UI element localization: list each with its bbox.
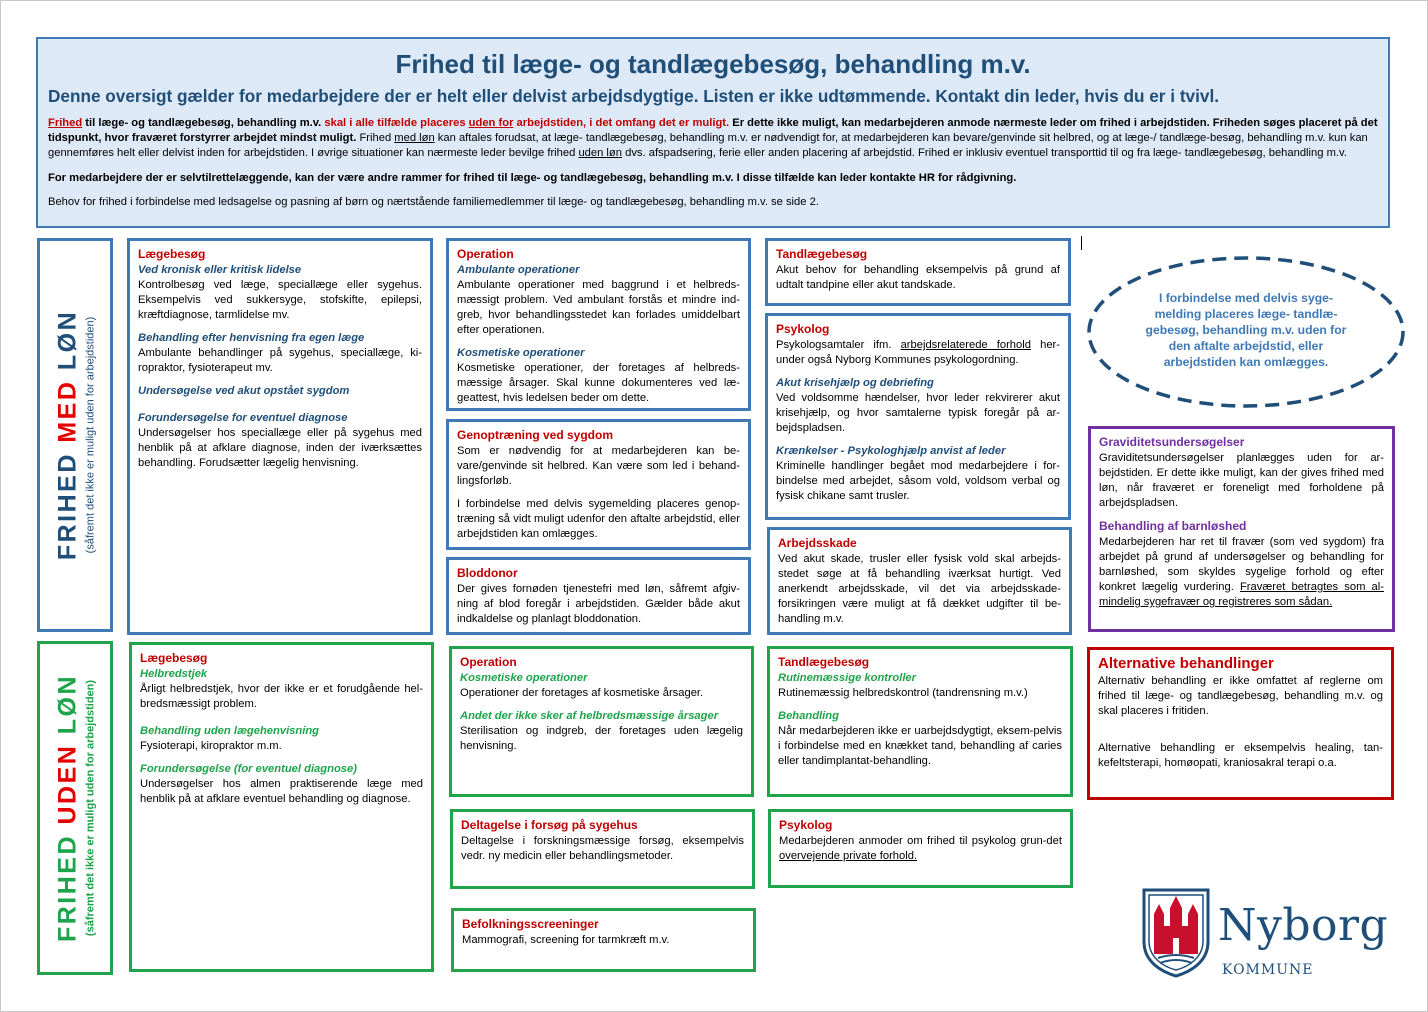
intro-text-5: Er dette ikke muligt, kan medarbejderen anmode nærmeste leder om frihed i arbejdstiden. Friheden søges placeret på det tidspunkt, hvor fraværet forstyrrer arbejdet mindst muligt. [48,117,1378,145]
body-text: Ved akut skade, trusler eller fysisk vold skal arbejds-stedet søge at få behandling iværksat hurtigt. Ved anerkendt arbejdsskade, vil det via arbejdsskade-forsikringen være muligt at få dækket udgifter til be-handling m.v. [778,553,1061,625]
intro-text-1: til læge- og tandlægebesøg, behandling m.v. [82,117,325,129]
subheading: Behandling efter henvisning fra egen læge [138,332,365,344]
intro-text-2: skal i alle tilfælde placeres [324,117,469,129]
body-text: Alternative behandling er eksempelvis healing, tan-kefeltsterapi, homøopati, kraniosakral terapi o.a. [1098,742,1383,769]
intro-med-loen: med løn [394,132,435,145]
graviditet-title: Graviditetsundersøgelser [1099,435,1245,449]
med-laegebesoeg-title: Lægebesøg [138,247,206,261]
subheading: Ved kronisk eller kritisk lidelse [138,264,302,276]
body-text: Akut behov for behandling eksempelvis på grund af udtalt tandpine eller akut tandskade. [776,264,1060,291]
uden-tandlaege-box [767,646,1073,797]
body-text: Årligt helbredstjek, hvor der ikke er et forudgående hel-bredsmæssigt problem. [140,683,423,710]
body-text: Psykologsamtaler ifm. arbejdsrelaterede forhold her-under også Nyborg Kommunes psykologordning. [776,339,1060,366]
body-text: I forbindelse med delvis sygemelding placeres genop-træning så vidt muligt udenfor den aftalte arbejdstid, eller arbejdstiden kan omlægges. [457,498,740,540]
delvis-sygemelding-note [1086,254,1406,410]
side-label-uden-loen [37,641,113,975]
intro-text-10: dvs. afspadsering, ferie eller anden placering af arbejdstid. Frihed er inklusiv eventuel transporttid til og fra læge- tandlægebesøg, behandling m.v. [621,147,1347,160]
body-text: Rutinemæssig helbredskontrol (tandrensning m.v.) [778,687,1028,699]
uden-loen-label: FRIHED UDEN LØN [53,673,82,943]
intro-text-4: arbejdstiden, i det omfang det er muligt. [513,117,730,129]
body-text: Operationer der foretages af kosmetiske årsager. [460,687,704,699]
body-text: Alternativ behandling er ikke omfattet af reglerne om frihed til læge- og tandlægebesøg, behandling m.v. og skal placeres i fritiden. [1098,675,1383,717]
body-text: Deltagelse i forskningsmæssige forsøg, eksempelvis vedr. ny medicin eller behandlingsmetoder. [461,835,744,862]
med-bloddonor-title: Bloddonor [457,566,518,580]
med-arbejdsskade-title: Arbejdsskade [778,536,857,550]
body-text: Kriminelle handlinger begået mod medarbejdere i for-bindelse med arbejdet, såsom vold, voldsom verbal og fysisk chikane samt trusler. [776,460,1060,502]
logo-kommune: KOMMUNE [1222,962,1314,978]
body-text: Der gives fornøden tjenestefri med løn, såfremt afgiv-ning af blod foregår i arbejdstiden. Gælder både akut indkaldelse og planlagt bloddonation. [457,583,740,625]
intro-text-6: Frihed [356,132,395,145]
med-loen-sublabel: (såfremt det ikke er muligt uden for arbejdstiden) [84,316,97,554]
med-genoptraening-box [446,419,751,550]
body-text: Kosmetiske operationer, der foretages af helbreds-mæssige årsager. Skal kunne dokumenteres ved læ-geattest, hvis ledelsen beder om dette. [457,362,740,404]
selvtilrettelaeggende-note: For medarbejdere der er selvtilrettelæggende, kan der være andre rammer for frihed til læge- og tandlægebesøg, behandling m.v. I disse tilfælde kan leder kontakte HR for rådgivning. [48,171,1017,184]
subheading: Forundersøgelse for eventuel diagnose [138,412,348,424]
text-cursor [1081,236,1082,250]
uden-operation-box [449,646,754,797]
uden-operation-title: Operation [460,655,517,669]
body-text: Ambulante behandlinger på sygehus, speciallæge, ki-ropraktor, fysioterapeut mv. [138,347,422,374]
body-text: Som er nødvendig for at medarbejderen kan be-vare/genvinde sit helbred. Kan være som led i behand-lingsforløb. [457,445,740,487]
subheading: Behandling [778,710,839,722]
uden-screening-box [451,908,756,972]
coat-of-arms-icon [1140,886,1212,978]
body-text: Mammografi, screening for tarmkræft m.v. [462,934,670,946]
subheading: Helbredstjek [140,668,208,680]
subheading: Ambulante operationer [457,264,580,276]
uden-laegebesoeg-title: Lægebesøg [140,651,208,665]
body-text: Graviditetsundersøgelser planlægges uden for ar-bejdstiden. Er dette ikke muligt, kan der gives frihed med løn, når fraværet er foreneligt med forholdene på arbejdspladsen. [1099,452,1384,509]
uden-screening-title: Befolkningsscreeninger [462,917,599,931]
subheading: Andet der ikke sker af helbredsmæssige årsager [460,710,719,722]
med-operation-title: Operation [457,247,514,261]
subheading: Forundersøgelse (for eventuel diagnose) [140,763,357,775]
body-text: Fysioterapi, kiropraktor m.m. [140,740,282,752]
med-tandlaege-title: Tandlægebesøg [776,247,868,261]
uden-loen-sublabel: (såfremt det ikke er muligt uden for arbejdstiden) [84,679,97,937]
body-text: Medarbejderen anmoder om frihed til psykolog grun-det overvejende private forhold. [779,835,1062,862]
uden-psykolog-box [768,809,1073,888]
uden-laegebesoeg-box [129,642,434,972]
page-subtitle: Denne oversigt gælder for medarbejdere der er helt eller delvist arbejdsdygtige. Listen er ikke udtømmende. Kontakt din leder, hvis du er i tvivl. [48,86,1219,106]
ellipse-text: I forbindelse med delvis syge-melding placeres læge- tandlæ-gebesøg, behandling m.v. uden for den aftalte arbejdstid, eller arbejdstiden kan omlægges. [1145,291,1347,369]
subheading: Undersøgelse ved akut opstået sygdom [138,385,350,397]
uden-psykolog-title: Psykolog [779,818,833,832]
uden-tandlaege-title: Tandlægebesøg [778,655,870,669]
body-text: Undersøgelser hos speciallæge eller på sygehus med henblik på at afklare diagnose, inden der iværksættes behandling. Forudsætter lægelig henvisning. [138,427,422,469]
uden-forsoeg-box [450,809,755,889]
side-label-med-loen [37,238,113,632]
med-operation-box [446,238,751,411]
nyborg-logo [1140,886,1400,982]
med-genoptraening-title: Genoptræning ved sygdom [457,428,614,442]
intro-uden-for: uden for [468,117,514,129]
med-psykolog-box [765,313,1071,520]
ledsagelse-note: Behov for frihed i forbindelse med ledsagelse og pasning af børn og nærtstående familiemedlemmer til læge- og tandlægebesøg, behandling m.v. se side 2. [48,195,819,208]
body-text: Kontrolbesøg ved læge, speciallæge eller sygehus. Eksempelvis ved sukkersyge, stofskifte, epilepsi, kræftdiagnose, tarmlidelse mv. [138,279,422,321]
page-title: Frihed til læge- og tandlægebesøg, behandling m.v. [395,49,1031,79]
body-text: Ved voldsomme hændelser, hvor leder rekvirerer akut krisehjælp, og hvor samtalerne typisk foregår på ar-bejdspladsen. [776,392,1060,434]
barnloeshed-title: Behandling af barnløshed [1099,519,1247,533]
med-bloddonor-box [446,557,751,635]
graviditet-box [1088,426,1395,632]
med-tandlaege-box [765,238,1071,306]
header-box [36,37,1390,228]
subheading: Rutinemæssige kontroller [778,672,917,684]
alternative-box [1087,647,1394,800]
intro-paragraph [48,116,1378,162]
med-laegebesoeg-box [127,238,433,635]
med-psykolog-title: Psykolog [776,322,830,336]
med-loen-label: FRIHED MED LØN [53,309,82,561]
subheading: Kosmetiske operationer [460,672,588,684]
body-text: Medarbejderen har ret til fravær (som ved sygdom) fra arbejdet på grund af undersøgelser og behandling for barnløshed, som skyldes sygelige forhold og efter konkret lægelig vurdering. Fraværet betragtes som al-mindelig sygefravær og registreres som sådan. [1099,536,1384,608]
body-text: Undersøgelser hos almen praktiserende læge med henblik på at afklare eventuel behandling og diagnose. [140,778,423,805]
med-arbejdsskade-box [767,527,1072,635]
subheading: Akut krisehjælp og debriefing [776,377,934,389]
uden-forsoeg-title: Deltagelse i forsøg på sygehus [461,818,638,832]
subheading: Kosmetiske operationer [457,347,585,359]
intro-text-8: kan aftales forudsat, at læge- tandlægebesøg, behandling m.v. er nødvendigt for, at medarbejderen kan bevare/genvinde sit helbred, og at læge-/ tandlæge-besøg, behandling m.v. kun kan gennemføres helt eller delvist inden for arbejdstiden. I øvrige situationer kan nærmeste leder bevilge frihed [48,132,1368,160]
intro-uden-loen: uden løn [578,147,622,160]
logo-name: Nyborg [1218,900,1389,951]
body-text: Ambulante operationer med baggrund i et helbreds-mæssigt problem. Ved ambulant forstås et mindre ind-greb, hvor behandlingsstedet kan forlades umiddelbart efter operationen. [457,279,740,336]
intro-frihed: Frihed [48,117,83,129]
body-text: Sterilisation og indgreb, der foretages uden lægelig henvisning. [460,725,743,752]
alternative-title: Alternative behandlinger [1098,655,1274,672]
subheading: Behandling uden lægehenvisning [140,725,320,737]
subheading: Krænkelser - Psykologhjælp anvist af leder [776,445,1006,457]
body-text: Når medarbejderen ikke er uarbejdsdygtigt, eksem-pelvis i forbindelse med en knækket tand, behandling af caries eller tandimplantat-behandling. [778,725,1062,767]
